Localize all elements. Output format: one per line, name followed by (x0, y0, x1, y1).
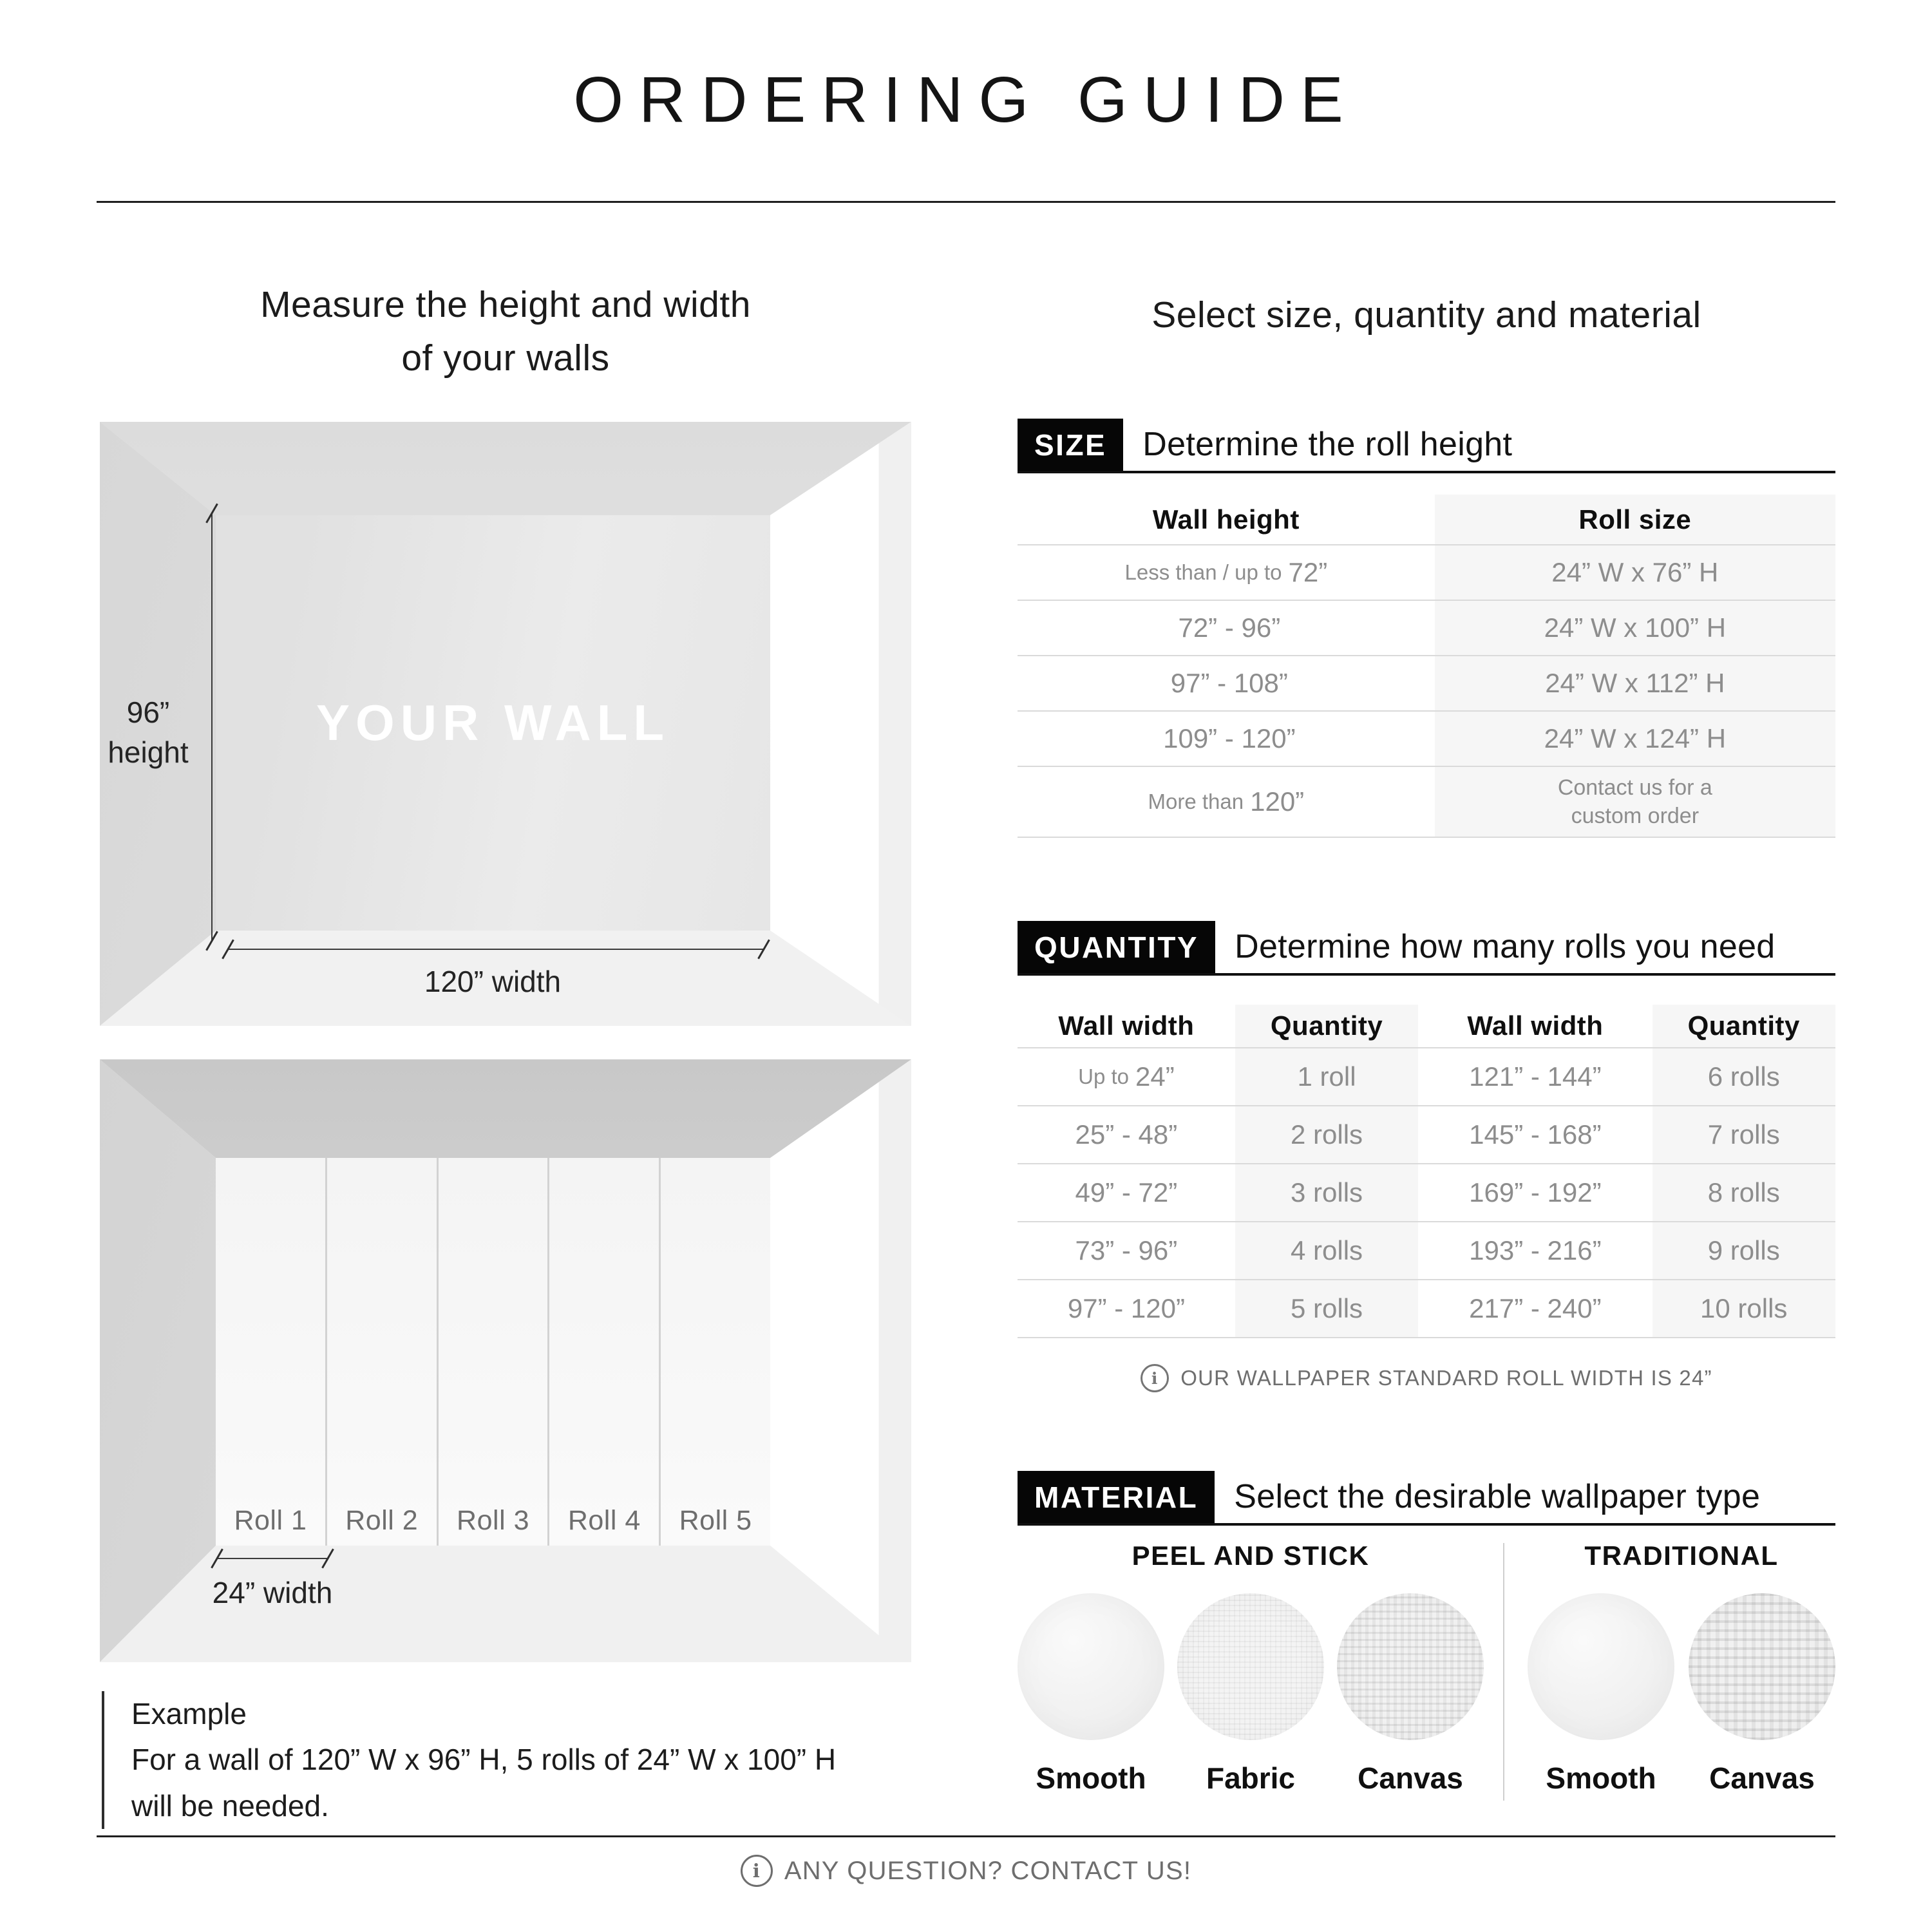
height-dimension-label (100, 692, 196, 772)
qty-cell-wall (1018, 1222, 1235, 1280)
material-option-fabric (1177, 1593, 1324, 1795)
smooth-texture-swatch (1528, 1593, 1674, 1740)
qty-value: 3 rolls (1291, 1177, 1363, 1208)
roll-label: Roll 5 (679, 1504, 752, 1536)
smooth-texture-swatch (1018, 1593, 1164, 1740)
size-row-wall (1018, 767, 1435, 838)
example-note (102, 1691, 872, 1829)
measure-heading-line1: Measure the height and width (260, 284, 751, 325)
qty-cell-wall (1018, 1280, 1235, 1338)
qty-cell-qty (1235, 1048, 1418, 1106)
material-label: Fabric (1206, 1761, 1296, 1795)
roll-panel (661, 1158, 770, 1546)
material-label: Canvas (1709, 1761, 1815, 1795)
material-group-traditional (1528, 1540, 1835, 1795)
qty-cell-qty (1235, 1222, 1418, 1280)
size-col-roll-size: Roll size (1435, 495, 1835, 545)
qty-col-quantity: Quantity (1653, 1005, 1835, 1048)
size-row-roll (1435, 656, 1835, 712)
room-illustration-measure (100, 422, 911, 1026)
roll-width-note (1018, 1364, 1835, 1392)
roll-label: Roll 4 (567, 1504, 641, 1536)
size-wall-prefix: Less than / up to (1124, 560, 1282, 584)
qty-value: 6 rolls (1707, 1061, 1780, 1092)
material-option-smooth (1018, 1593, 1164, 1795)
info-icon-glyph: i (752, 1860, 761, 1882)
material-option-canvas (1689, 1593, 1835, 1795)
qty-cell-qty (1235, 1106, 1418, 1164)
qty-cell-wall (1418, 1048, 1652, 1106)
qty-wall-prefix: Up to (1078, 1065, 1129, 1088)
roll-width-dimension-label: 24” width (212, 1576, 333, 1609)
qty-wall-value: 24” (1135, 1061, 1175, 1092)
roll-panel (327, 1158, 437, 1546)
canvas-texture-swatch (1337, 1593, 1484, 1740)
room-illustration-rolls (100, 1059, 911, 1662)
qty-wall-value: 97” - 120” (1067, 1293, 1185, 1323)
height-word: height (108, 735, 189, 770)
qty-cell-qty (1653, 1106, 1835, 1164)
canvas-texture-swatch (1689, 1593, 1835, 1740)
wallpaper-roll-panels (216, 1158, 770, 1546)
qty-value: 1 roll (1297, 1061, 1356, 1092)
size-roll-value: 24” W x 124” H (1544, 723, 1727, 753)
qty-value: 2 rolls (1291, 1119, 1363, 1150)
size-roll-value: 24” W x 100” H (1544, 612, 1727, 643)
quantity-badge: QUANTITY (1018, 921, 1215, 973)
footer-contact (0, 1855, 1932, 1887)
size-row-wall (1018, 712, 1435, 767)
size-roll-value: 24” W x 112” H (1545, 668, 1725, 698)
material-divider (1503, 1543, 1504, 1801)
height-value: 96” (126, 696, 170, 729)
qty-cell-wall (1418, 1164, 1652, 1222)
example-line2: will be needed. (131, 1788, 329, 1823)
size-wall-value: 72” - 96” (1178, 612, 1281, 643)
size-row-roll (1435, 767, 1835, 838)
qty-wall-value: 169” - 192” (1469, 1177, 1602, 1208)
quantity-section-header (1018, 921, 1835, 976)
qty-col-wall-width: Wall width (1418, 1005, 1652, 1048)
material-label: Smooth (1546, 1761, 1656, 1795)
qty-cell-wall (1018, 1164, 1235, 1222)
size-wall-value: 109” - 120” (1163, 723, 1296, 753)
measure-heading-line2: of your walls (401, 337, 610, 379)
qty-wall-value: 121” - 144” (1469, 1061, 1602, 1092)
material-items (1018, 1593, 1484, 1795)
qty-col-quantity: Quantity (1235, 1005, 1418, 1048)
qty-value: 5 rolls (1291, 1293, 1363, 1323)
qty-value: 4 rolls (1291, 1235, 1363, 1265)
quantity-table (1018, 1005, 1835, 1338)
material-option-canvas (1337, 1593, 1484, 1795)
qty-cell-qty (1653, 1048, 1835, 1106)
roll-width-dimension-line (217, 1558, 328, 1559)
qty-col-wall-width: Wall width (1018, 1005, 1235, 1048)
roll-panel (439, 1158, 548, 1546)
qty-cell-wall (1018, 1048, 1235, 1106)
material-label: Canvas (1358, 1761, 1463, 1795)
qty-wall-value: 49” - 72” (1075, 1177, 1178, 1208)
qty-value: 10 rolls (1700, 1293, 1788, 1323)
size-wall-value: 120” (1250, 786, 1305, 817)
material-group-name: PEEL AND STICK (1132, 1540, 1370, 1571)
qty-wall-value: 25” - 48” (1075, 1119, 1178, 1150)
info-icon-glyph: i (1151, 1368, 1159, 1388)
material-items (1528, 1593, 1835, 1795)
select-heading: Select size, quantity and material (1151, 294, 1701, 336)
roll-width-note-text: OUR WALLPAPER STANDARD ROLL WIDTH IS 24” (1180, 1366, 1712, 1390)
size-row-roll (1435, 601, 1835, 656)
size-row-wall (1018, 601, 1435, 656)
qty-cell-wall (1018, 1106, 1235, 1164)
roll-panel (216, 1158, 325, 1546)
size-row-wall (1018, 656, 1435, 712)
size-row-roll (1435, 545, 1835, 601)
title-divider (97, 201, 1835, 203)
qty-cell-qty (1653, 1280, 1835, 1338)
size-wall-value: 72” (1288, 557, 1328, 587)
qty-cell-qty (1653, 1222, 1835, 1280)
quantity-subtitle: Determine how many rolls you need (1235, 928, 1776, 965)
qty-wall-value: 145” - 168” (1469, 1119, 1602, 1150)
qty-value: 9 rolls (1707, 1235, 1780, 1265)
qty-wall-value: 193” - 216” (1469, 1235, 1602, 1265)
info-icon (741, 1855, 773, 1887)
example-line1: For a wall of 120” W x 96” H, 5 rolls of 24” W x 100” H (131, 1743, 837, 1777)
material-group-name: TRADITIONAL (1584, 1540, 1779, 1571)
page-title: ORDERING GUIDE (573, 64, 1359, 136)
size-col-wall-height: Wall height (1018, 495, 1435, 545)
size-badge: SIZE (1018, 419, 1123, 471)
qty-cell-qty (1235, 1280, 1418, 1338)
size-wall-value: 97” - 108” (1170, 668, 1288, 698)
roll-label: Roll 3 (457, 1504, 529, 1536)
size-row-wall (1018, 545, 1435, 601)
width-dimension-label: 120” width (424, 965, 562, 998)
material-badge: MATERIAL (1018, 1471, 1215, 1523)
material-option-smooth (1528, 1593, 1674, 1795)
height-dimension-line (211, 513, 213, 941)
size-row-roll (1435, 712, 1835, 767)
width-dimension-line (228, 949, 764, 950)
size-table (1018, 495, 1835, 838)
material-section-header (1018, 1471, 1835, 1526)
material-label: Smooth (1036, 1761, 1146, 1795)
roll-panel (549, 1158, 659, 1546)
fabric-texture-swatch (1177, 1593, 1324, 1740)
qty-cell-wall (1418, 1222, 1652, 1280)
size-subtitle: Determine the roll height (1142, 426, 1513, 463)
size-section-header (1018, 419, 1835, 473)
qty-value: 8 rolls (1707, 1177, 1780, 1208)
qty-wall-value: 73” - 96” (1075, 1235, 1178, 1265)
size-roll-value: 24” W x 76” H (1551, 557, 1719, 587)
footer-contact-text: ANY QUESTION? CONTACT US! (784, 1856, 1192, 1885)
your-wall-label: YOUR WALL (316, 694, 670, 751)
example-heading: Example (131, 1697, 247, 1730)
qty-wall-value: 217” - 240” (1469, 1293, 1602, 1323)
footer-divider (97, 1835, 1835, 1837)
roll-label: Roll 1 (234, 1504, 307, 1536)
qty-cell-wall (1418, 1106, 1652, 1164)
size-roll-value: Contact us for a custom order (1557, 775, 1712, 828)
qty-cell-wall (1418, 1280, 1652, 1338)
qty-cell-qty (1235, 1164, 1418, 1222)
measure-heading (100, 278, 911, 384)
roll-label: Roll 2 (345, 1504, 419, 1536)
material-group-peel-and-stick (1018, 1540, 1484, 1795)
qty-cell-qty (1653, 1164, 1835, 1222)
qty-value: 7 rolls (1707, 1119, 1780, 1150)
info-icon (1141, 1364, 1169, 1392)
size-wall-prefix: More than (1148, 790, 1244, 813)
material-subtitle: Select the desirable wallpaper type (1234, 1478, 1761, 1515)
